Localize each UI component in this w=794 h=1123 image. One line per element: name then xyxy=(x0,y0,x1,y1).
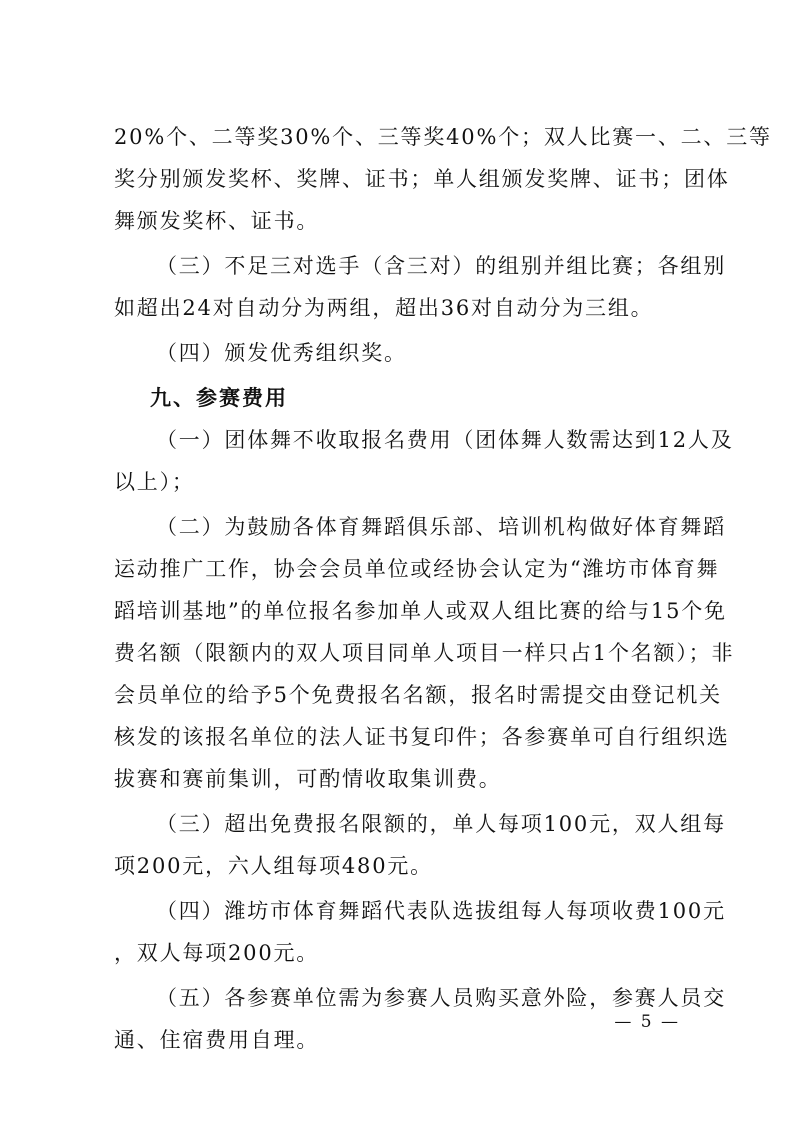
body-line-21: （五）各参赛单位需为参赛人员购买意外险，参赛人员交 xyxy=(156,986,726,1010)
body-line-20: ，双人每项200元。 xyxy=(114,941,320,965)
body-line-10: （二）为鼓励各体育舞蹈俱乐部、培训机构做好体育舞蹈 xyxy=(156,515,726,539)
body-line-12: 蹈培训基地”的单位报名参加单人或双人组比赛的给与15个免 xyxy=(114,599,727,623)
body-line-9: 以上）； xyxy=(114,470,195,494)
body-line-8: （一）团体舞不收取报名费用（团体舞人数需达到12人及 xyxy=(156,428,734,452)
body-line-15: 核发的该报名单位的法人证书复印件；各参赛单可自行组织选 xyxy=(114,725,730,749)
body-line-17: （三）超出免费报名限额的，单人每项100元，双人组每 xyxy=(156,812,726,836)
body-line-18: 项200元，六人组每项480元。 xyxy=(114,854,433,878)
body-line-3: 舞颁发奖杯、证书。 xyxy=(114,209,320,233)
body-line-6: （四）颁发优秀组织奖。 xyxy=(156,341,407,365)
body-line-2: 奖分别颁发奖杯、奖牌、证书；单人组颁发奖牌、证书；团体 xyxy=(114,167,730,191)
page-number: — 5 — xyxy=(614,1012,680,1032)
body-line-13: 费名额（限额内的双人项目同单人项目一样只占1个名额）；非 xyxy=(114,641,735,665)
body-line-19: （四）潍坊市体育舞蹈代表队选拔组每人每项收费100元 xyxy=(156,899,726,923)
body-line-5: 如超出24对自动分为两组，超出36对自动分为三组。 xyxy=(114,296,654,320)
document-body xyxy=(114,116,772,1061)
body-line-16: 拔赛和赛前集训，可酌情收取集训费。 xyxy=(114,767,502,791)
section-heading: 九、参赛费用 xyxy=(150,386,288,410)
body-line-4: （三）不足三对选手（含三对）的组别并组比赛；各组别 xyxy=(156,254,726,278)
body-line-14: 会员单位的给予5个免费报名名额，报名时需提交由登记机关 xyxy=(114,683,722,707)
body-line-1: 20%个、二等奖30%个、三等奖40%个；双人比赛一、二、三等 xyxy=(114,125,772,149)
body-line-11: 运动推广工作，协会会员单位或经协会认定为“潍坊市体育舞 xyxy=(114,557,720,581)
body-line-22: 通、住宿费用自理。 xyxy=(114,1028,320,1052)
